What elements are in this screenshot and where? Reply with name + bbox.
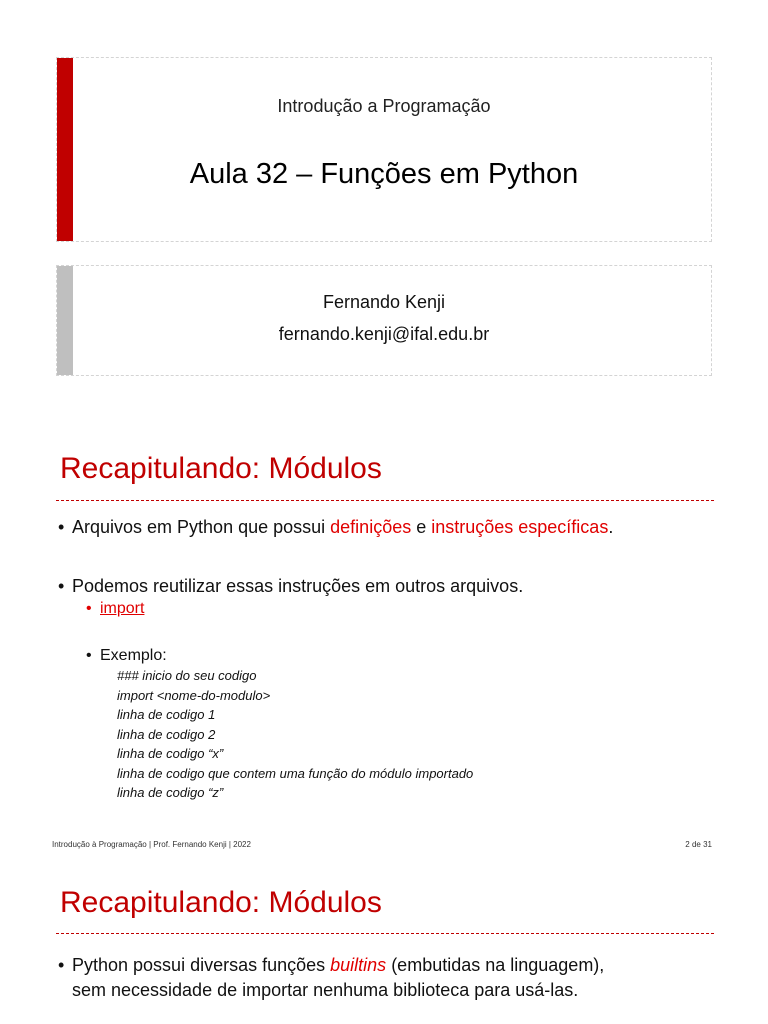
code-line: linha de codigo “x” [117, 746, 224, 761]
highlight-text: builtins [330, 955, 387, 975]
code-line: ### inicio do seu codigo [117, 668, 257, 683]
author-email: fernando.kenji@ifal.edu.br [278, 324, 490, 344]
lesson-title: Aula 32 – Funções em Python [189, 158, 579, 190]
slide-title: Recapitulando: Módulos [60, 452, 382, 485]
bullet-item: • Podemos reutilizar essas instruções em outros arquivos. [58, 576, 524, 596]
title-rule [56, 500, 714, 501]
import-keyword: import [100, 600, 145, 617]
accent-bar-gray [57, 266, 73, 375]
title-block [56, 57, 712, 242]
code-line: linha de codigo 1 [117, 707, 216, 722]
code-example [117, 666, 473, 803]
bullet-item: • Python possui diversas funções builtins (embutidas na linguagem), sem necessidade de importar nenhuma biblioteca para usá-las. [58, 955, 605, 1000]
code-line: linha de codigo 2 [117, 726, 216, 742]
sub-bullet-example: • Exemplo: [86, 647, 167, 664]
sub-bullet-import: • import [86, 600, 145, 617]
accent-bar [57, 58, 73, 241]
bullet-item: • Arquivos em Python que possui definições e instruções específicas. [58, 517, 614, 537]
title-rule [56, 933, 714, 934]
code-line: linha de codigo que contem uma função do módulo importado [117, 765, 474, 781]
highlight-text: instruções específicas [431, 517, 609, 537]
highlight-text: definições [330, 517, 412, 537]
page-number: 2 de 31 [685, 840, 712, 849]
code-line: import <nome-do-modulo> [117, 687, 271, 703]
author-block [56, 265, 712, 376]
code-line: linha de codigo “z” [117, 785, 224, 800]
author-name: Fernando Kenji [322, 292, 446, 312]
slide-title: Recapitulando: Módulos [60, 886, 382, 919]
course-title: Introdução a Programação [277, 96, 491, 116]
footer-text: Introdução à Programação | Prof. Fernando Kenji | 2022 [52, 840, 251, 849]
